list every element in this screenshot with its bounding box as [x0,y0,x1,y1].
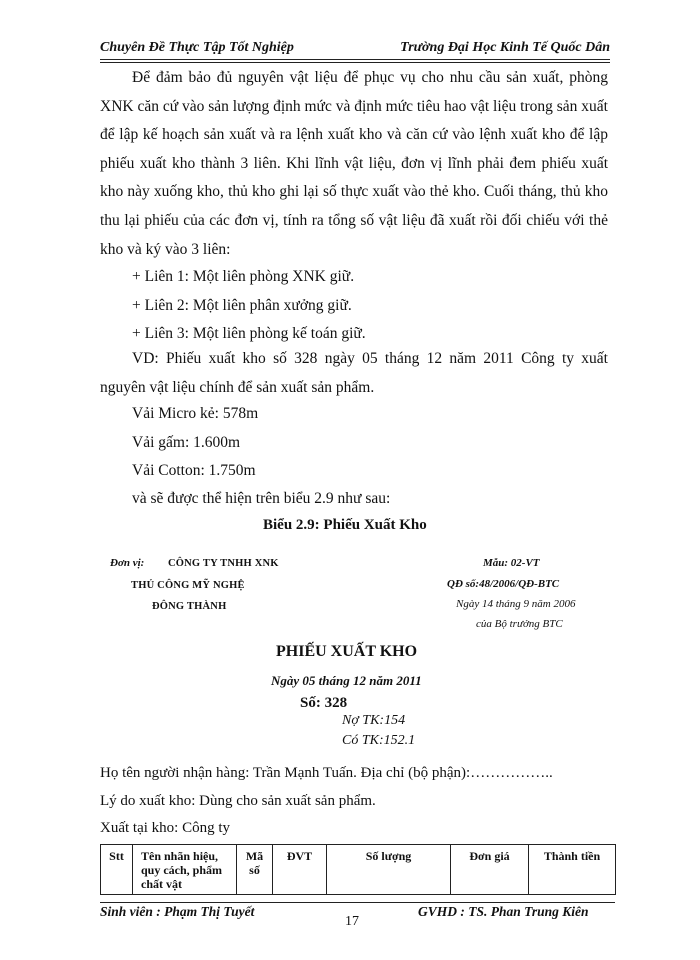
item-3: Vải Cotton: 1.750m [132,462,256,479]
closing-line: và sẽ được thể hiện trên biểu 2.9 như sau: [132,490,391,507]
lien-1: + Liên 1: Một liên phòng XNK giữ. [132,268,355,285]
debit-account: Nợ TK:154 [342,713,406,728]
header-right: Trường Đại Học Kinh Tế Quốc Dân [400,40,610,55]
form-decision-date: Ngày 14 tháng 9 năm 2006 [456,598,576,610]
reason-line: Lý do xuất kho: Dùng cho sản xuất sản phẩm. [100,793,376,809]
form-decision-by: của Bộ trưởng BTC [476,618,563,630]
unit-line-3: ĐÔNG THÀNH [152,601,227,612]
col-unit: ĐVT [273,845,327,895]
col-quantity: Số lượng [327,845,451,895]
unit-line-1: CÔNG TY TNHH XNK [168,558,279,569]
unit-label: Đơn vị: [110,557,145,569]
footer-rule [100,902,615,903]
header-left: Chuyên Đề Thực Tập Tốt Nghiệp [100,40,294,55]
receiver-line: Họ tên người nhận hàng: Trần Mạnh Tuấn. Địa chỉ (bộ phận):…………….. [100,765,553,781]
item-1: Vải Micro kẻ: 578m [132,405,259,422]
warehouse-line: Xuất tại kho: Công ty [100,820,230,836]
form-number: Số: 328 [300,695,348,711]
form-template: Mẫu: 02-VT [483,557,540,569]
col-stt: Stt [101,845,133,895]
header-rule-thin [100,62,610,63]
page-number: 17 [345,914,359,929]
header-rule [100,59,610,60]
col-price: Đơn giá [451,845,529,895]
intro-paragraph [100,64,608,264]
figure-caption: Biểu 2.9: Phiếu Xuất Kho [263,517,427,533]
example-text: VD: Phiếu xuất kho số 328 ngày 05 tháng 12 năm 2011 Công ty xuất nguyên vật liệu chính để sản xuất sản phẩm. [100,350,608,396]
col-name: Tên nhãn hiệu, quy cách, phẩm chất vật [133,845,237,895]
col-code: Mã số [237,845,273,895]
footer-student: Sinh viên : Phạm Thị Tuyết [100,904,255,919]
example-paragraph [100,345,608,402]
form-title: PHIẾU XUẤT KHO [276,643,418,660]
item-2: Vải gấm: 1.600m [132,434,241,451]
unit-line-2: THỦ CÔNG MỸ NGHỆ [131,580,245,591]
form-decision: QĐ số:48/2006/QĐ-BTC [447,578,560,590]
footer-advisor: GVHD : TS. Phan Trung Kiên [418,904,589,919]
lien-3: + Liên 3: Một liên phòng kế toán giữ. [132,325,366,342]
page-header [100,40,610,56]
lien-2: + Liên 2: Một liên phân xưởng giữ. [132,297,352,314]
intro-text: Để đảm bảo đủ nguyên vật liệu để phục vụ cho nhu cầu sản xuất, phòng XNK căn cứ vào sản lượng định mức và định mức tiêu hao vật liệu trong sản xuất để lập kế hoạch sản xuất và ra lệnh xuất kho và căn cứ vào lệnh xuất kho để lập phiếu xuất kho thành 3 liên. Khi lĩnh vật liệu, đơn vị lĩnh phải đem phiếu xuất kho này xuống kho, thủ kho ghi lại số thực xuất vào thẻ kho. Cuối tháng, thủ kho thu lại phiếu của các đơn vị, tính ra tổng số vật liệu đã xuất rồi đối chiếu với thẻ kho và ký vào 3 liên: [100,69,608,258]
issue-table [100,844,616,895]
form-date: Ngày 05 tháng 12 năm 2011 [271,673,422,688]
col-amount: Thành tiền [529,845,616,895]
credit-account: Có TK:152.1 [342,733,416,748]
table-header-row [101,845,616,895]
